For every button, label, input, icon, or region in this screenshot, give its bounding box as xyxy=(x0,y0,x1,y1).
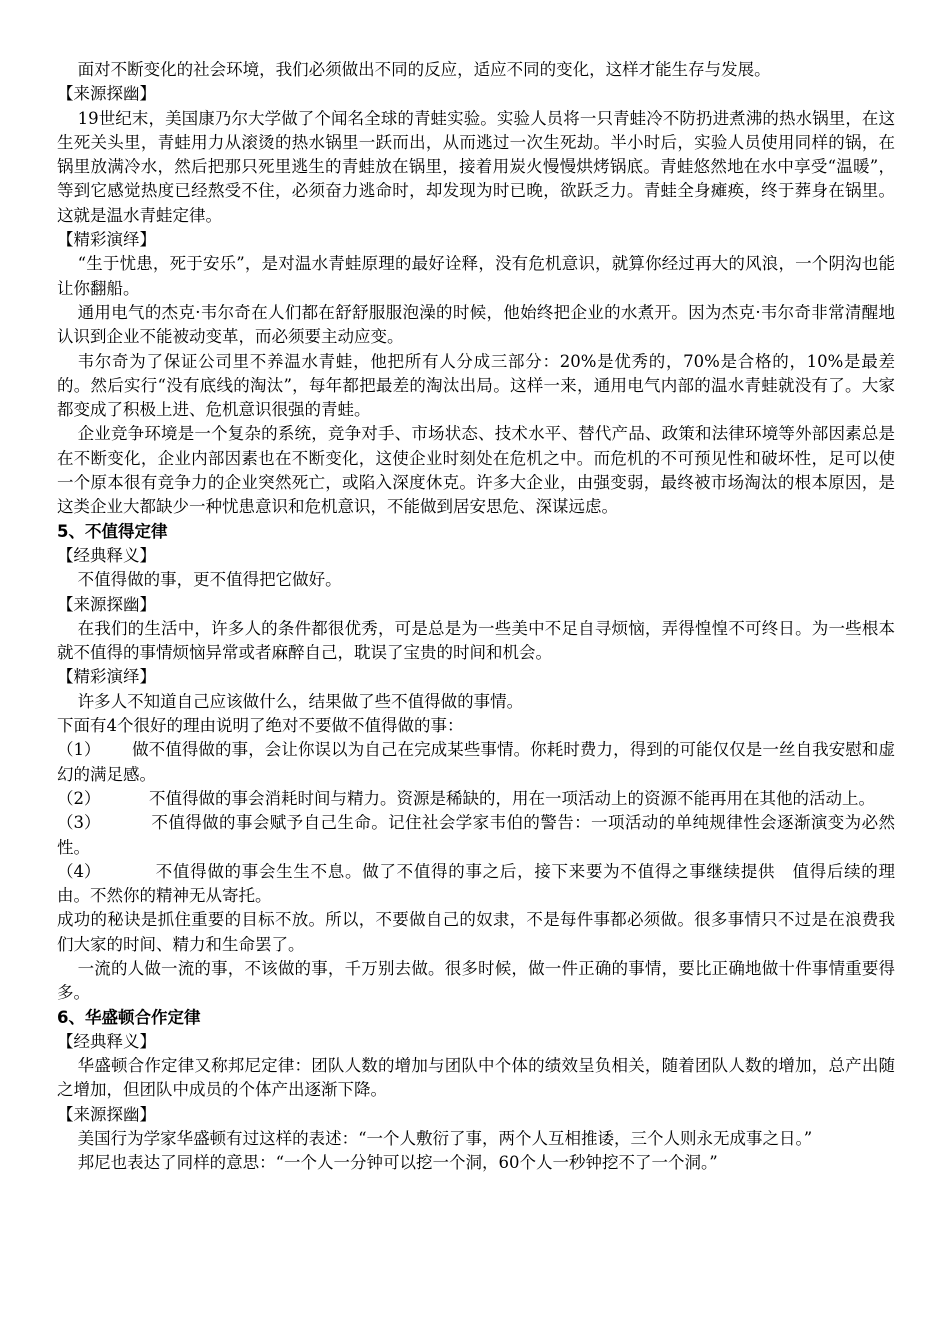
paragraph: 成功的秘诀是抓住重要的目标不放。所以，不要做自己的奴隶，不是每件事都必须做。很多事情只不过是在浪费我们大家的时间、精力和生命罢了。 xyxy=(57,910,895,954)
paragraph: 在我们的生活中，许多人的条件都很优秀，可是总是为一些美中不足自寻烦恼，弄得惶惶不可终日。为一些根本就不值得的事情烦恼异常或者麻醉自己，耽误了宝贵的时间和机会。 xyxy=(57,618,895,663)
paragraph: 韦尔奇为了保证公司里不养温水青蛙，他把所有人分成三部分：20%是优秀的，70%是合格的，10%是最差的。然后实行“没有底线的淘汰”，每年都把最差的淘汰出局。这样一来，通用电气内部的温水青蛙就没有了。大家都变成了积极上进、危机意识很强的青蛙。 xyxy=(57,351,895,420)
paragraph: 通用电气的杰克·韦尔奇在人们都在舒舒服服泡澡的时候，他始终把企业的水煮开。因为杰克·韦尔奇非常清醒地认识到企业不能被动变革，而必须要主动应变。 xyxy=(57,302,895,347)
section-tag-perform: 【精彩演绎】 xyxy=(57,667,156,687)
paragraph: 许多人不知道自己应该做什么，结果做了些不值得做的事情。 xyxy=(77,691,524,711)
list-item-number: （4） xyxy=(57,861,101,881)
list-item-text: 不值得做的事会生生不息。做了不值得的事之后，接下来要为不值得之事继续提供 值得后续的理由。不然你的精神无从寄托。 xyxy=(57,861,895,906)
section-tag-classic: 【经典释义】 xyxy=(57,1031,156,1051)
section-tag-source: 【来源探幽】 xyxy=(57,84,156,104)
list-item xyxy=(57,738,895,787)
paragraph: 不值得做的事，更不值得把它做好。 xyxy=(77,570,342,590)
section-tag-perform: 【精彩演绎】 xyxy=(57,230,156,250)
paragraph: 企业竞争环境是一个复杂的系统，竞争对手、市场状态、技术水平、替代产品、政策和法律环境等外部因素总是在不断变化，企业内部因素也在不断变化，这使企业时刻处在危机之中。而危机的不可预见性和破坏性，足可以使一个原本很有竞争力的企业突然死亡，或陷入深度休克。许多大企业，由强变弱，最终被市场淘汰的根本原因，是这类企业大都缺少一种忧患意识和危机意识，不能做到居安思危、深谋远虑。 xyxy=(57,424,895,517)
list-item xyxy=(57,811,895,860)
list-item-text: 做不值得做的事，会让你误以为自己在完成某些事情。你耗时费力，得到的可能仅仅是一丝自我安慰和虚幻的满足感。 xyxy=(57,740,895,784)
list-item-text: 不值得做的事会赋予自己生命。记住社会学家韦伯的警告：一项活动的单纯规律性会逐渐演变为必然性。 xyxy=(57,813,895,857)
list-item-text: 不值得做的事会消耗时间与精力。资源是稀缺的，用在一项活动上的资源不能再用在其他的活动上。 xyxy=(149,788,875,808)
section-tag-classic: 【经典释义】 xyxy=(57,545,156,565)
paragraph: 下面有4个很好的理由说明了绝对不要做不值得做的事： xyxy=(57,716,464,736)
document-page xyxy=(57,58,895,1176)
list-item xyxy=(57,787,895,811)
list-item-number: （2） xyxy=(57,788,101,808)
paragraph: “生于忧患，死于安乐”，是对温水青蛙原理的最好诠释，没有危机意识，就算你经过再大的风浪，一个阴沟也能让你翻船。 xyxy=(57,254,895,298)
paragraph: 面对不断变化的社会环境，我们必须做出不同的反应，适应不同的变化，这样才能生存与发展。 xyxy=(77,60,771,79)
list-item-number: （3） xyxy=(57,813,101,833)
section-heading: 6、华盛顿合作定律 xyxy=(57,1007,201,1027)
paragraph: 一流的人做一流的事，不该做的事，千万别去做。很多时候，做一件正确的事情，要比正确地做十件事情重要得多。 xyxy=(57,958,895,1003)
list-item-number: （1） xyxy=(57,740,101,760)
list-item xyxy=(57,860,895,909)
section-heading: 5、不值得定律 xyxy=(57,521,168,541)
paragraph: 邦尼也表达了同样的意思：“一个人一分钟可以挖一个洞，60个人一秒钟挖不了一个洞。” xyxy=(77,1153,718,1173)
paragraph: 华盛顿合作定律又称邦尼定律：团队人数的增加与团队中个体的绩效呈负相关，随着团队人数的增加，总产出随之增加，但团队中成员的个体产出逐渐下降。 xyxy=(57,1056,895,1100)
paragraph: 19世纪末，美国康乃尔大学做了个闻名全球的青蛙实验。实验人员将一只青蛙冷不防扔进煮沸的热水锅里，在这生死关头里，青蛙用力从滚烫的热水锅里一跃而出，从而逃过一次生死劫。半小时后，实验人员使用同样的锅，在锅里放满冷水，然后把那只死里逃生的青蛙放在锅里，接着用炭火慢慢烘烤锅底。青蛙悠然地在水中享受“温暖”，等到它感觉热度已经熬受不住，必须奋力逃命时，却发现为时已晚，欲跃乏力。青蛙全身瘫痪，终于葬身在锅里。这就是温水青蛙定律。 xyxy=(57,108,895,225)
section-tag-source: 【来源探幽】 xyxy=(57,594,156,614)
section-tag-source: 【来源探幽】 xyxy=(57,1104,156,1124)
paragraph: 美国行为学家华盛顿有过这样的表述：“一个人敷衍了事，两个人互相推诿，三个人则永无成事之日。” xyxy=(77,1129,813,1149)
